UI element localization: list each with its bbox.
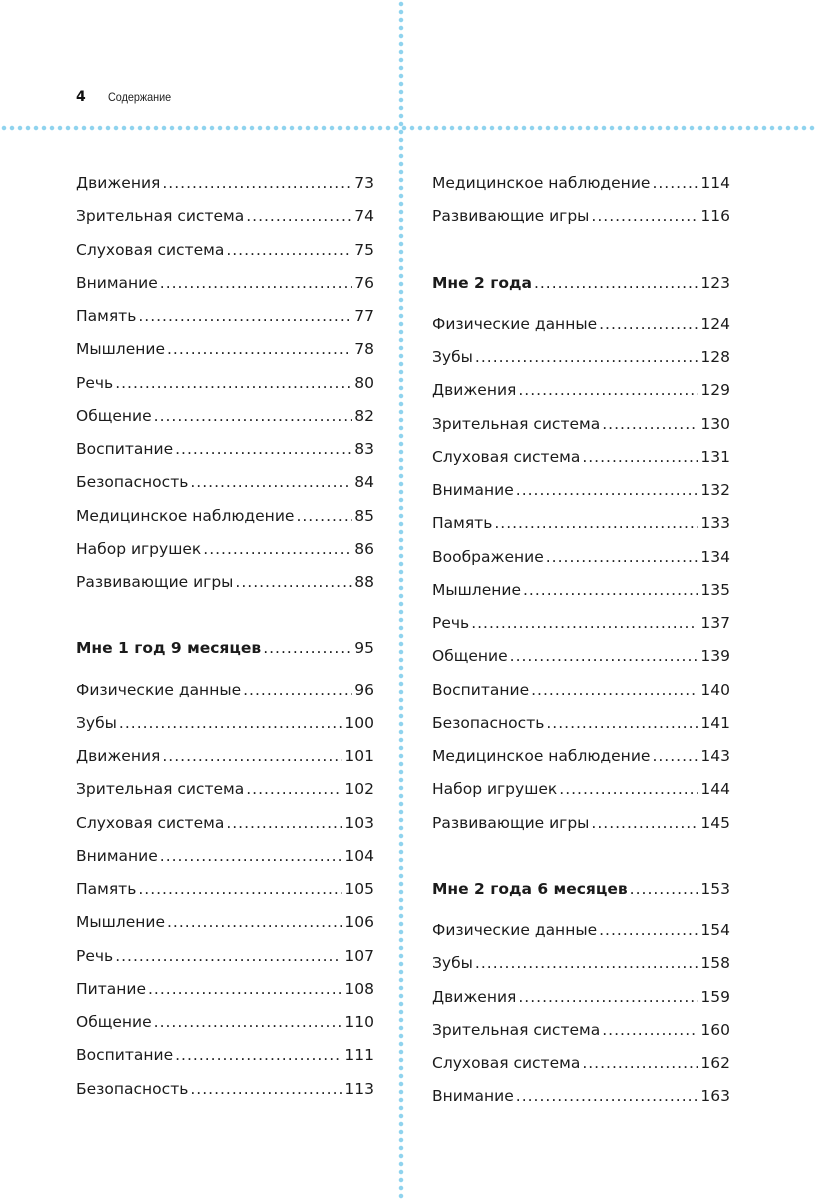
toc-entry[interactable] — [76, 274, 374, 307]
toc-entry-page: 139 — [700, 647, 730, 666]
toc-entry[interactable] — [76, 980, 374, 1013]
toc-entry[interactable] — [76, 540, 374, 573]
toc-entry-page: 145 — [700, 813, 730, 832]
toc-entry-page: 104 — [344, 846, 374, 865]
vertical-dotted-divider — [398, 0, 404, 1200]
toc-entry[interactable] — [432, 548, 730, 581]
toc-entry-title: Зрительная система — [76, 780, 245, 799]
toc-left-column — [76, 174, 374, 1113]
toc-dot-leader — [175, 1046, 342, 1064]
toc-entry-title: Слуховая система — [432, 1054, 581, 1072]
toc-dot-leader — [246, 780, 342, 798]
toc-left-section-list — [76, 681, 374, 1113]
toc-dot-leader — [296, 507, 352, 525]
toc-entry-title: Общение — [76, 406, 152, 425]
toc-entry[interactable] — [432, 448, 730, 481]
toc-entry[interactable] — [76, 814, 374, 847]
toc-entry-title: Развивающие игры — [432, 207, 590, 226]
toc-dot-leader — [203, 540, 352, 558]
toc-entry[interactable] — [76, 307, 374, 340]
toc-entry-page: 75 — [354, 240, 374, 259]
toc-dot-leader — [471, 614, 698, 632]
toc-entry-page: 162 — [700, 1054, 730, 1072]
toc-section-page: 153 — [700, 879, 730, 898]
toc-entry-title: Внимание — [76, 273, 158, 292]
page-number: 4 — [76, 89, 86, 105]
toc-entry-title: Зрительная система — [432, 1020, 601, 1039]
toc-entry-page: 124 — [700, 314, 730, 333]
toc-entry[interactable] — [76, 1046, 374, 1079]
toc-entry[interactable] — [432, 581, 730, 614]
toc-entry-title: Зрительная система — [432, 414, 601, 433]
toc-entry-page: 76 — [354, 273, 374, 292]
toc-section-title: Мне 1 год 9 месяцев — [76, 639, 262, 658]
toc-entry[interactable] — [76, 340, 374, 373]
toc-entry-page: 82 — [354, 406, 374, 425]
toc-entry[interactable] — [76, 374, 374, 407]
toc-entry-page: 83 — [354, 440, 374, 458]
toc-entry-page: 144 — [700, 780, 730, 799]
toc-dot-leader — [582, 448, 698, 466]
toc-entry[interactable] — [432, 954, 730, 987]
toc-left-list — [76, 174, 374, 606]
toc-entry-title: Речь — [76, 373, 114, 392]
toc-dot-leader — [175, 440, 352, 458]
toc-dot-leader — [510, 647, 699, 665]
toc-entry[interactable] — [432, 207, 730, 240]
toc-entry-page: 108 — [344, 979, 374, 998]
toc-entry[interactable] — [76, 174, 374, 207]
toc-dot-leader — [591, 814, 698, 832]
toc-dot-leader — [160, 274, 352, 292]
toc-entry-page: 154 — [700, 921, 730, 939]
toc-entry[interactable] — [76, 681, 374, 714]
toc-dot-leader — [559, 780, 698, 798]
toc-entry[interactable] — [76, 847, 374, 880]
toc-entry-page: 85 — [354, 506, 374, 525]
toc-section-title: Мне 2 года 6 месяцев — [432, 879, 628, 898]
toc-section-title: Мне 2 года — [432, 273, 532, 292]
toc-entry-page: 130 — [700, 414, 730, 433]
toc-entry-page: 80 — [354, 373, 374, 392]
toc-dot-leader — [652, 747, 698, 765]
toc-entry-page: 78 — [354, 340, 374, 359]
toc-dot-leader — [630, 880, 699, 898]
toc-dot-leader — [534, 274, 698, 292]
toc-entry-page: 129 — [700, 381, 730, 400]
toc-section-heading-1y9m[interactable] — [76, 639, 374, 672]
toc-entry[interactable] — [76, 407, 374, 440]
toc-entry-page: 137 — [700, 614, 730, 632]
toc-entry[interactable] — [432, 415, 730, 448]
toc-entry[interactable] — [76, 880, 374, 913]
toc-entry-page: 100 — [344, 713, 374, 732]
toc-entry-title: Движения — [76, 747, 161, 765]
toc-entry-title: Мышление — [432, 580, 521, 599]
toc-entry-page: 111 — [344, 1046, 374, 1065]
toc-entry[interactable] — [432, 381, 730, 414]
toc-section-page: 95 — [354, 639, 374, 658]
toc-entry-title: Набор игрушек — [432, 780, 558, 799]
toc-entry[interactable] — [76, 241, 374, 274]
section-title: Содержание — [107, 90, 171, 104]
toc-dot-leader — [148, 980, 342, 998]
toc-dot-leader — [235, 573, 352, 591]
toc-dot-leader — [162, 747, 342, 765]
toc-entry[interactable] — [76, 780, 374, 813]
toc-entry-title: Слуховая система — [432, 447, 581, 466]
toc-dot-leader — [190, 473, 352, 491]
toc-dot-leader — [162, 174, 352, 192]
toc-entry-title: Речь — [432, 614, 470, 632]
toc-entry-title: Движения — [76, 174, 161, 192]
toc-dot-leader — [516, 1087, 699, 1105]
toc-entry[interactable] — [76, 714, 374, 747]
toc-entry-page: 116 — [700, 207, 730, 226]
toc-entry[interactable] — [76, 1013, 374, 1046]
toc-dot-leader — [138, 307, 352, 325]
toc-right-section1-list — [432, 315, 730, 847]
toc-entry[interactable] — [76, 1080, 374, 1113]
toc-dot-leader — [582, 1054, 698, 1072]
toc-dot-leader — [602, 1021, 698, 1039]
toc-right-column — [432, 174, 730, 1121]
toc-dot-leader — [602, 415, 698, 433]
toc-entry-title: Внимание — [432, 481, 514, 499]
toc-entry-page: 160 — [700, 1020, 730, 1039]
toc-entry-title: Безопасность — [432, 713, 545, 732]
toc-dot-leader — [475, 954, 698, 972]
toc-dot-leader — [138, 880, 342, 898]
toc-entry-title: Воспитание — [76, 1046, 174, 1065]
toc-entry-page: 131 — [700, 447, 730, 466]
toc-entry-title: Медицинское наблюдение — [432, 174, 651, 192]
toc-dot-leader — [243, 681, 352, 699]
toc-entry-title: Память — [76, 880, 137, 898]
toc-entry-title: Мышление — [76, 340, 165, 359]
toc-entry-page: 133 — [700, 514, 730, 533]
toc-entry-page: 163 — [700, 1087, 730, 1106]
toc-entry-title: Общение — [76, 1013, 152, 1031]
toc-dot-leader — [652, 174, 698, 192]
toc-entry-page: 113 — [344, 1079, 374, 1098]
toc-entry[interactable] — [432, 647, 730, 680]
horizontal-dotted-divider — [0, 125, 817, 131]
toc-dot-leader — [190, 1080, 342, 1098]
toc-dot-leader — [591, 207, 698, 225]
toc-entry-title: Воспитание — [432, 680, 530, 699]
toc-entry-title: Воображение — [432, 547, 544, 566]
toc-entry-title: Память — [432, 514, 493, 533]
toc-entry-page: 132 — [700, 481, 730, 499]
toc-entry-title: Развивающие игры — [76, 573, 234, 591]
toc-entry-page: 74 — [354, 207, 374, 226]
toc-entry-page: 128 — [700, 348, 730, 366]
toc-dot-leader — [167, 913, 342, 931]
toc-entry-title: Слуховая система — [76, 813, 225, 832]
toc-entry-title: Память — [76, 307, 137, 325]
toc-entry-page: 140 — [700, 680, 730, 699]
toc-entry-page: 86 — [354, 539, 374, 558]
toc-entry[interactable] — [432, 814, 730, 847]
toc-entry-title: Речь — [76, 946, 114, 965]
toc-dot-leader — [546, 714, 698, 732]
toc-entry[interactable] — [432, 681, 730, 714]
toc-entry-title: Физические данные — [76, 680, 242, 699]
toc-dot-leader — [154, 407, 353, 425]
toc-entry[interactable] — [432, 348, 730, 381]
toc-entry-page: 105 — [344, 880, 374, 898]
toc-entry-page: 106 — [344, 913, 374, 932]
toc-entry-page: 110 — [344, 1013, 374, 1031]
toc-entry-page: 88 — [354, 573, 374, 591]
toc-entry[interactable] — [432, 780, 730, 813]
toc-entry-title: Движения — [432, 987, 517, 1006]
toc-dot-leader — [599, 315, 698, 333]
toc-entry-title: Медицинское наблюдение — [432, 747, 651, 765]
toc-entry-title: Безопасность — [76, 473, 189, 492]
toc-entry-title: Медицинское наблюдение — [76, 506, 295, 525]
toc-dot-leader — [263, 639, 352, 657]
toc-dot-leader — [531, 681, 698, 699]
toc-entry[interactable] — [432, 315, 730, 348]
toc-dot-leader — [167, 340, 352, 358]
toc-entry-title: Набор игрушек — [76, 539, 202, 558]
toc-dot-leader — [494, 514, 698, 532]
toc-section-page: 123 — [700, 273, 730, 292]
toc-entry-title: Мышление — [76, 913, 165, 932]
toc-entry-title: Развивающие игры — [432, 813, 590, 832]
toc-dot-leader — [516, 481, 699, 499]
toc-entry[interactable] — [432, 747, 730, 780]
toc-entry-page: 84 — [354, 473, 374, 492]
toc-entry-title: Движения — [432, 381, 517, 400]
toc-dot-leader — [546, 548, 699, 566]
toc-entry[interactable] — [432, 514, 730, 547]
toc-dot-leader — [154, 1013, 343, 1031]
toc-section-heading-2y[interactable] — [432, 274, 730, 307]
toc-entry[interactable] — [432, 988, 730, 1021]
toc-dot-leader — [226, 814, 342, 832]
toc-dot-leader — [246, 207, 352, 225]
toc-entry-title: Слуховая система — [76, 240, 225, 259]
toc-right-section2-list — [432, 921, 730, 1121]
toc-dot-leader — [518, 381, 698, 399]
toc-entry[interactable] — [432, 1087, 730, 1120]
toc-dot-leader — [115, 374, 352, 392]
toc-entry[interactable] — [432, 174, 730, 207]
toc-dot-leader — [523, 581, 698, 599]
toc-entry-title: Зубы — [76, 713, 117, 732]
toc-entry-title: Внимание — [76, 846, 158, 865]
toc-entry-page: 158 — [700, 954, 730, 973]
toc-entry[interactable] — [432, 714, 730, 747]
toc-entry-page: 96 — [354, 680, 374, 699]
toc-entry[interactable] — [76, 747, 374, 780]
toc-entry[interactable] — [76, 947, 374, 980]
toc-entry-title: Физические данные — [432, 921, 598, 939]
toc-entry[interactable] — [432, 614, 730, 647]
toc-entry-page: 77 — [354, 307, 374, 325]
toc-dot-leader — [599, 921, 698, 939]
toc-entry-page: 114 — [700, 174, 730, 192]
toc-entry[interactable] — [432, 1054, 730, 1087]
toc-entry[interactable] — [76, 440, 374, 473]
toc-entry-page: 135 — [700, 580, 730, 599]
toc-entry-title: Зубы — [432, 954, 473, 973]
toc-entry-title: Физические данные — [432, 314, 598, 333]
toc-entry-page: 101 — [344, 747, 374, 765]
toc-entry[interactable] — [76, 913, 374, 946]
toc-entry[interactable] — [76, 507, 374, 540]
toc-section-heading-2y6m[interactable] — [432, 880, 730, 913]
toc-entry[interactable] — [432, 481, 730, 514]
toc-entry-page: 103 — [344, 813, 374, 832]
toc-dot-leader — [475, 348, 698, 366]
toc-entry-title: Зубы — [432, 348, 473, 366]
toc-entry-page: 134 — [700, 547, 730, 566]
toc-entry-page: 141 — [700, 713, 730, 732]
toc-dot-leader — [518, 988, 698, 1006]
toc-entry-page: 73 — [354, 174, 374, 192]
page-header — [76, 89, 178, 105]
toc-entry-page: 107 — [344, 946, 374, 965]
toc-entry[interactable] — [76, 207, 374, 240]
toc-dot-leader — [119, 714, 342, 732]
toc-entry-title: Зрительная система — [76, 207, 245, 226]
toc-entry-title: Безопасность — [76, 1079, 189, 1098]
toc-entry-page: 143 — [700, 747, 730, 765]
toc-dot-leader — [226, 241, 352, 259]
toc-dot-leader — [160, 847, 343, 865]
toc-right-list — [432, 174, 730, 241]
toc-entry-title: Питание — [76, 979, 146, 998]
toc-entry[interactable] — [76, 473, 374, 506]
toc-entry-page: 159 — [700, 987, 730, 1006]
toc-entry[interactable] — [76, 573, 374, 606]
toc-entry-title: Внимание — [432, 1087, 514, 1106]
toc-dot-leader — [115, 947, 342, 965]
toc-entry[interactable] — [432, 1021, 730, 1054]
toc-entry-page: 102 — [344, 780, 374, 799]
toc-entry-title: Воспитание — [76, 440, 174, 458]
toc-entry-title: Общение — [432, 647, 508, 666]
toc-entry[interactable] — [432, 921, 730, 954]
